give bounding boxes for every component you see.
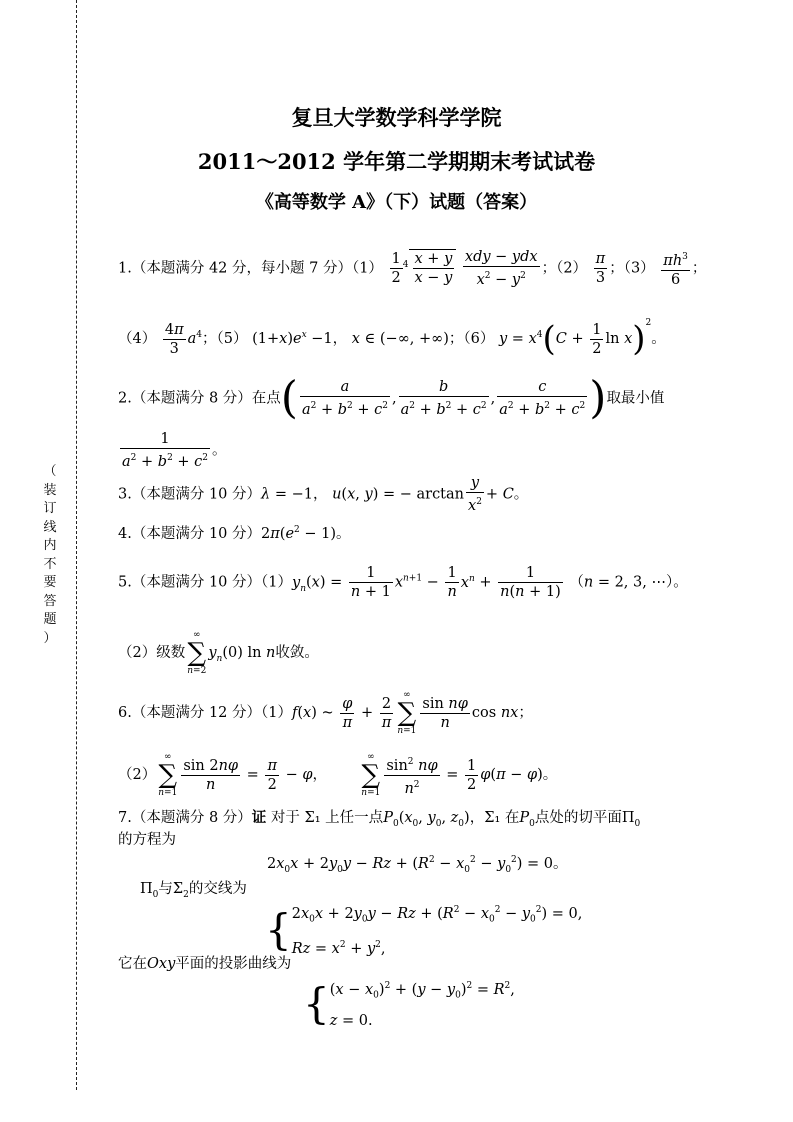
q7-line4: 它在Oxy平面的投影曲线为 [118,956,292,972]
q5-line2: （2）级数 ∞ ∑ n=2 $y_n(0)$ ln n收敛。 [118,630,319,676]
q6-line1: 6.（本题满分 12 分）（1）f(x) ~ $\frac{\varphi}{\pi}$ + $\frac{2}{\pi}$ ∞ ∑ n=1 $\frac{\text{sin nφ}}{n}$ cos nx； [118,690,533,736]
q1-line1: 1.（本题满分 42 分，每小题 7 分）（1） $\frac{1}{2}$ $^4$ $\frac{x + y}{x - y}$ $\frac{\text{xdy − ydx}}{x^2 - y^2}$ ；（2） $\frac{\pi}{3}$ ；（3） $\frac{\pi h^3}{6}$ ； [118,249,707,288]
exam-title: 2011～2012 学年第二学期期末考试试卷 [197,149,596,174]
q3-line: 3.（本题满分 10 分）λ = −1， u(x, y) = − arctan $\frac{y}{x^2}$ + C。 [118,475,529,514]
q7-intersection-system: {$2x_0x + 2y_0y - Rz + (R^2 - x_0^2 - y_0^2) = 0$, $Rz = x^2 + y^2$, [265,904,583,957]
school-title: 复旦大学数学科学学院 [291,105,502,130]
q2-line1: 2.（本题满分 8 分）在点( $\frac{a}{a^2 + b^2 + c^2}$ , $\frac{b}{a^2 + b^2 + c^2}$ , $\frac{c}{a^2 + b^2 + c^2}$ )取最小值 [118,372,665,424]
q7-projection-system: {$(x - x_0)^2 + (y - y_0)^2 = R^2$, z = 0. [303,978,515,1029]
q7-line3: $\Pi_0$与$\Sigma_2$的交线为 [140,881,247,900]
q5-line1: 5.（本题满分 10 分）$(1)y_n(x)$ = $\frac{1}{n + 1}$ $x^{n+1}$ − $\frac{1}{n}$ $x^n$ + $\frac{1}{n(n + 1)}$ （n = 2, 3, ⋯）。 [118,565,688,600]
binding-note: （ 装 订 线 内 不 要 答 题 ） [43,464,57,646]
q1-line2: （4） $\frac{4\pi}{3}$ $a^4$；（5） $(1+x)e^x -1$， x ∈ (−∞, +∞)；（6） $y = x^4(C$ + $\frac{1}{2}$ ln x)$^2$。 [118,318,666,359]
course-title: 《高等数学 A》（下）试题（答案） [255,192,538,213]
q6-line2: （2） ∞ ∑ n=1 $\frac{\sin 2n\varphi}{n}$ = $\frac{\pi}{2}$ − φ， ∞ ∑ n=1 $\frac{\sin^2 n\varphi}{n^2}$ = $\frac{1}{2}$ φ(π − φ)。 [118,752,558,798]
q7-line1: 7.（本题满分 8 分）证 对于 Σ₁ 上任一点$P_0(x_0$, $y_0$, $z_0$)，Σ₁ 在$P_0$点处的切平面$\Pi_0$ [118,809,641,829]
q2-line2: $\frac{1}{a^2 + b^2 + c^2}$ 。 [122,431,227,470]
q4-line: 4.（本题满分 10 分）$2\pi(e^2 - 1)$。 [118,525,351,542]
q7-line2: 的方程为 [118,832,176,848]
q7-tangent-plane-equation: $2x_0x + 2y_0y - Rz + (R^2 - x_0^2 - y_0^2) = 0$。 [267,855,568,875]
